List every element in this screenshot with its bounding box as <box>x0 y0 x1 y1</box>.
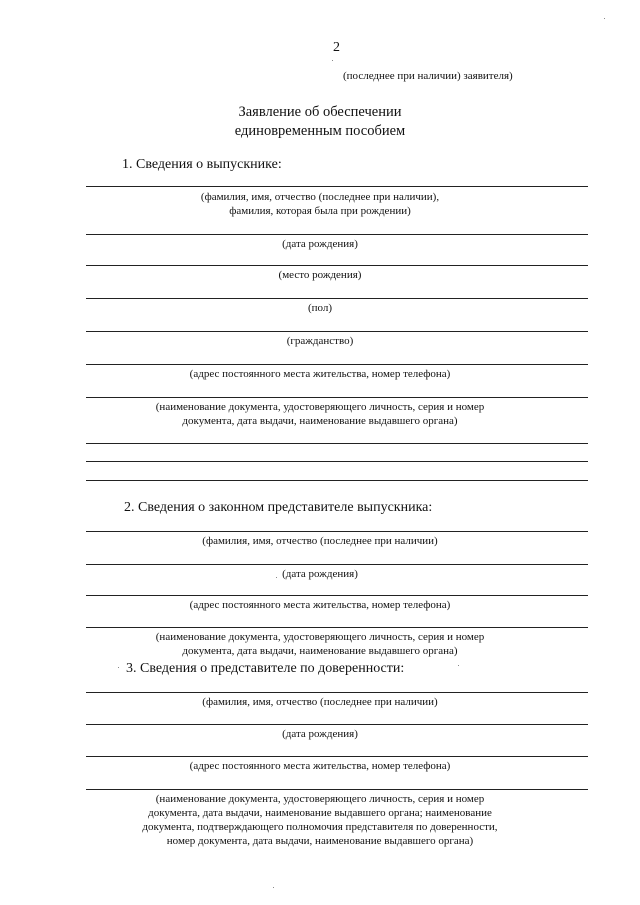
proxy-document-caption-4: номер документа, дата выдачи, наименование выдавшего органа) <box>166 835 474 847</box>
birth-date-caption: (дата рождения) <box>282 238 358 250</box>
proxy-address-caption: (адрес постоянного места жительства, номер телефона) <box>189 760 451 772</box>
rep-document-caption-2: документа, дата выдачи, наименование выдавшего органа) <box>182 645 458 657</box>
scan-speck <box>273 887 274 888</box>
citizenship-caption: (гражданство) <box>286 335 354 347</box>
proxy-address-field-line[interactable] <box>86 756 588 757</box>
proxy-document-caption-1: (наименование документа, удостоверяющего личность, серия и номер <box>155 793 485 805</box>
proxy-fio-field-line[interactable] <box>86 692 588 693</box>
document-field-line[interactable] <box>86 397 588 398</box>
rep-document-field-line[interactable] <box>86 627 588 628</box>
extra-line-1[interactable] <box>86 443 588 444</box>
rep-birth-date-field-line[interactable] <box>86 564 588 565</box>
rep-document-caption-1: (наименование документа, удостоверяющего личность, серия и номер <box>155 631 485 643</box>
section2-heading: 2. Сведения о законном представителе выпускника: <box>124 500 433 515</box>
proxy-birth-date-field-line[interactable] <box>86 724 588 725</box>
proxy-document-caption-3: документа, подтверждающего полномочия представителя по доверенности, <box>142 821 498 833</box>
rep-fio-caption: (фамилия, имя, отчество (последнее при наличии) <box>202 535 438 547</box>
scan-speck <box>332 60 333 61</box>
sex-caption: (пол) <box>307 302 333 314</box>
birth-place-caption: (место рождения) <box>278 269 362 281</box>
fio-caption-1: (фамилия, имя, отчество (последнее при наличии), <box>200 191 440 203</box>
proxy-birth-date-caption: (дата рождения) <box>282 728 358 740</box>
birth-place-field-line[interactable] <box>86 265 588 266</box>
proxy-document-field-line[interactable] <box>86 789 588 790</box>
sex-field-line[interactable] <box>86 298 588 299</box>
extra-line-2[interactable] <box>86 461 588 462</box>
scan-speck <box>458 665 459 666</box>
fio-field-line[interactable] <box>86 186 588 187</box>
header-caption: (последнее при наличии) заявителя) <box>343 70 513 82</box>
rep-address-caption: (адрес постоянного места жительства, номер телефона) <box>189 599 451 611</box>
scan-speck <box>276 577 277 578</box>
document-caption-2: документа, дата выдачи, наименование выдавшего органа) <box>182 415 458 427</box>
page-title-line2: единовременным пособием <box>234 123 406 139</box>
extra-line-3[interactable] <box>86 480 588 481</box>
rep-birth-date-caption: (дата рождения) <box>282 568 358 580</box>
address-field-line[interactable] <box>86 364 588 365</box>
section1-heading: 1. Сведения о выпускнике: <box>122 157 282 172</box>
page-title-line1: Заявление об обеспечении <box>238 104 402 120</box>
rep-address-field-line[interactable] <box>86 595 588 596</box>
section3-heading: 3. Сведения о представителе по доверенности: <box>126 661 405 676</box>
scan-speck <box>604 18 605 19</box>
fio-caption-2: фамилия, которая была при рождении) <box>229 205 411 217</box>
rep-fio-field-line[interactable] <box>86 531 588 532</box>
proxy-fio-caption: (фамилия, имя, отчество (последнее при наличии) <box>202 696 438 708</box>
address-caption: (адрес постоянного места жительства, номер телефона) <box>189 368 451 380</box>
birth-date-field-line[interactable] <box>86 234 588 235</box>
scan-speck <box>118 667 119 668</box>
document-caption-1: (наименование документа, удостоверяющего личность, серия и номер <box>155 401 485 413</box>
citizenship-field-line[interactable] <box>86 331 588 332</box>
page-number: 2 <box>333 40 340 55</box>
proxy-document-caption-2: документа, дата выдачи, наименование выдавшего органа; наименование <box>148 807 492 819</box>
